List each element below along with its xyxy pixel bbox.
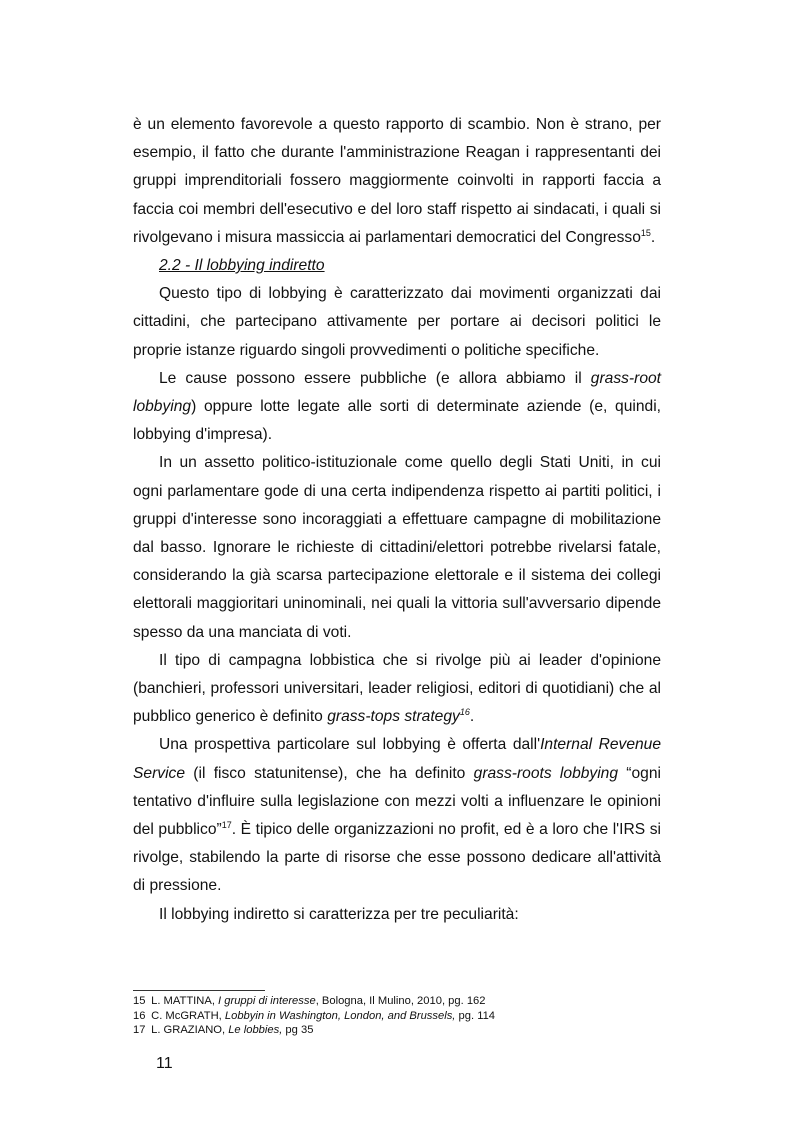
- paragraph-1-text: è un elemento favorevole a questo rapporto di scambio. Non è strano, per esempio, il fatto che durante l'amministrazione Reagan i rappresentanti dei gruppi imprenditoriali fossero maggiormente coinvolti in rapporti faccia a faccia coi membri dell'esecutivo e del loro staff rispetto ai sindacati, i quali si rivolgevano i misura massiccia ai parlamentari democratici del Congresso: [133, 116, 661, 246]
- grass-root-lobbying-term: grass-root lobbying: [133, 369, 661, 416]
- paragraph-6-text-a: Una prospettiva particolare sul lobbying è offerta dall': [159, 736, 541, 754]
- footnote-details: , Bologna, Il Mulino, 2010, pg. 162: [315, 995, 486, 1007]
- footnote-author: C. McGRATH,: [151, 1009, 225, 1022]
- paragraph-1: [133, 111, 661, 252]
- footnote-number: 15: [133, 995, 146, 1007]
- paragraph-6-text-d: . È tipico delle organizzazioni no profit, ed è a loro che l'IRS si rivolge, stabilendo la parte di risorse che esse possono dedicare all'attività di pressione.: [133, 821, 661, 895]
- footnote-author: L. GRAZIANO,: [151, 1024, 229, 1037]
- body-text: [133, 111, 661, 929]
- paragraph-3-text-a: Le cause possono essere pubbliche (e allora abbiamo il: [159, 369, 591, 387]
- paragraph-3: [133, 365, 661, 450]
- footnote-author: L. MATTINA,: [151, 995, 219, 1007]
- paragraph-6-text-b: (il fisco statunitense), che ha definito: [185, 764, 474, 782]
- paragraph-5-end: .: [469, 708, 475, 726]
- footnote-details: pg. 114: [455, 1009, 496, 1022]
- footnote-ref-17: 17: [221, 819, 232, 830]
- grass-tops-strategy-term: grass-tops strategy: [327, 708, 460, 726]
- grass-roots-lobbying-term: grass-roots lobbying: [473, 764, 619, 782]
- footnote-details: pg 35: [282, 1024, 314, 1037]
- paragraph-7: Il lobbying indiretto si caratterizza per tre peculiarità:: [159, 905, 519, 923]
- footnotes: [133, 994, 661, 1038]
- paragraph-3-text-b: ) oppure lotte legate alle sorti di determinate aziende (e, quindi, lobbying d'impresa).: [133, 398, 661, 444]
- footnote-number: 17: [133, 1024, 146, 1037]
- footnote-ref-16: 16: [459, 707, 470, 718]
- paragraph-5: [133, 647, 661, 732]
- footnote-title: Lobbyin in Washington, London, and Brussels,: [224, 1009, 456, 1022]
- paragraph-5-text: Il tipo di campagna lobbistica che si rivolge più ai leader d'opinione (banchieri, professori universitari, leader religiosi, editori di quotidiani) che al pubblico generico è definito: [133, 651, 661, 726]
- irs-term: Internal Revenue Service: [133, 736, 662, 782]
- footnote-16: [133, 1009, 661, 1024]
- footnote-divider: [133, 990, 265, 991]
- footnote-title: Le lobbies,: [228, 1024, 283, 1037]
- paragraph-1-end: .: [650, 228, 656, 246]
- paragraph-4: In un assetto politico-istituzionale come quello degli Stati Uniti, in cui ogni parlamentare gode di una certa indipendenza rispetto ai partiti politici, i gruppi d'interesse sono incoraggiati a effettuare campagne di mobilitazione dal basso. Ignorare le richieste di cittadini/elettori potrebbe rivelarsi fatale, considerando la già scarsa partecipazione elettorale e il sistema dei collegi elettorali maggioritari uninominali, nei quali la vittoria sull'avversario dipende spesso da una manciata di voti.: [133, 454, 661, 641]
- footnote-15: [133, 994, 661, 1009]
- page-number: 11: [156, 1055, 173, 1072]
- paragraph-2: Questo tipo di lobbying è caratterizzato dai movimenti organizzati dai cittadini, che partecipano attivamente per portare ai decisori politici le proprie istanze riguardo singoli provvedimenti o politiche specifiche.: [133, 285, 661, 359]
- footnote-number: 16: [133, 1009, 146, 1022]
- paragraph-6: [133, 731, 661, 900]
- footnote-ref-15: 15: [640, 227, 651, 238]
- section-heading: 2.2 - Il lobbying indiretto: [159, 257, 325, 275]
- footnote-17: [133, 1023, 661, 1038]
- footnote-title: I gruppi di interesse: [218, 995, 316, 1007]
- paragraph-6-quote: “ogni tentativo d'influire sulla legislazione con mezzi volti a influenzare le opinioni del pubblico”: [133, 764, 661, 839]
